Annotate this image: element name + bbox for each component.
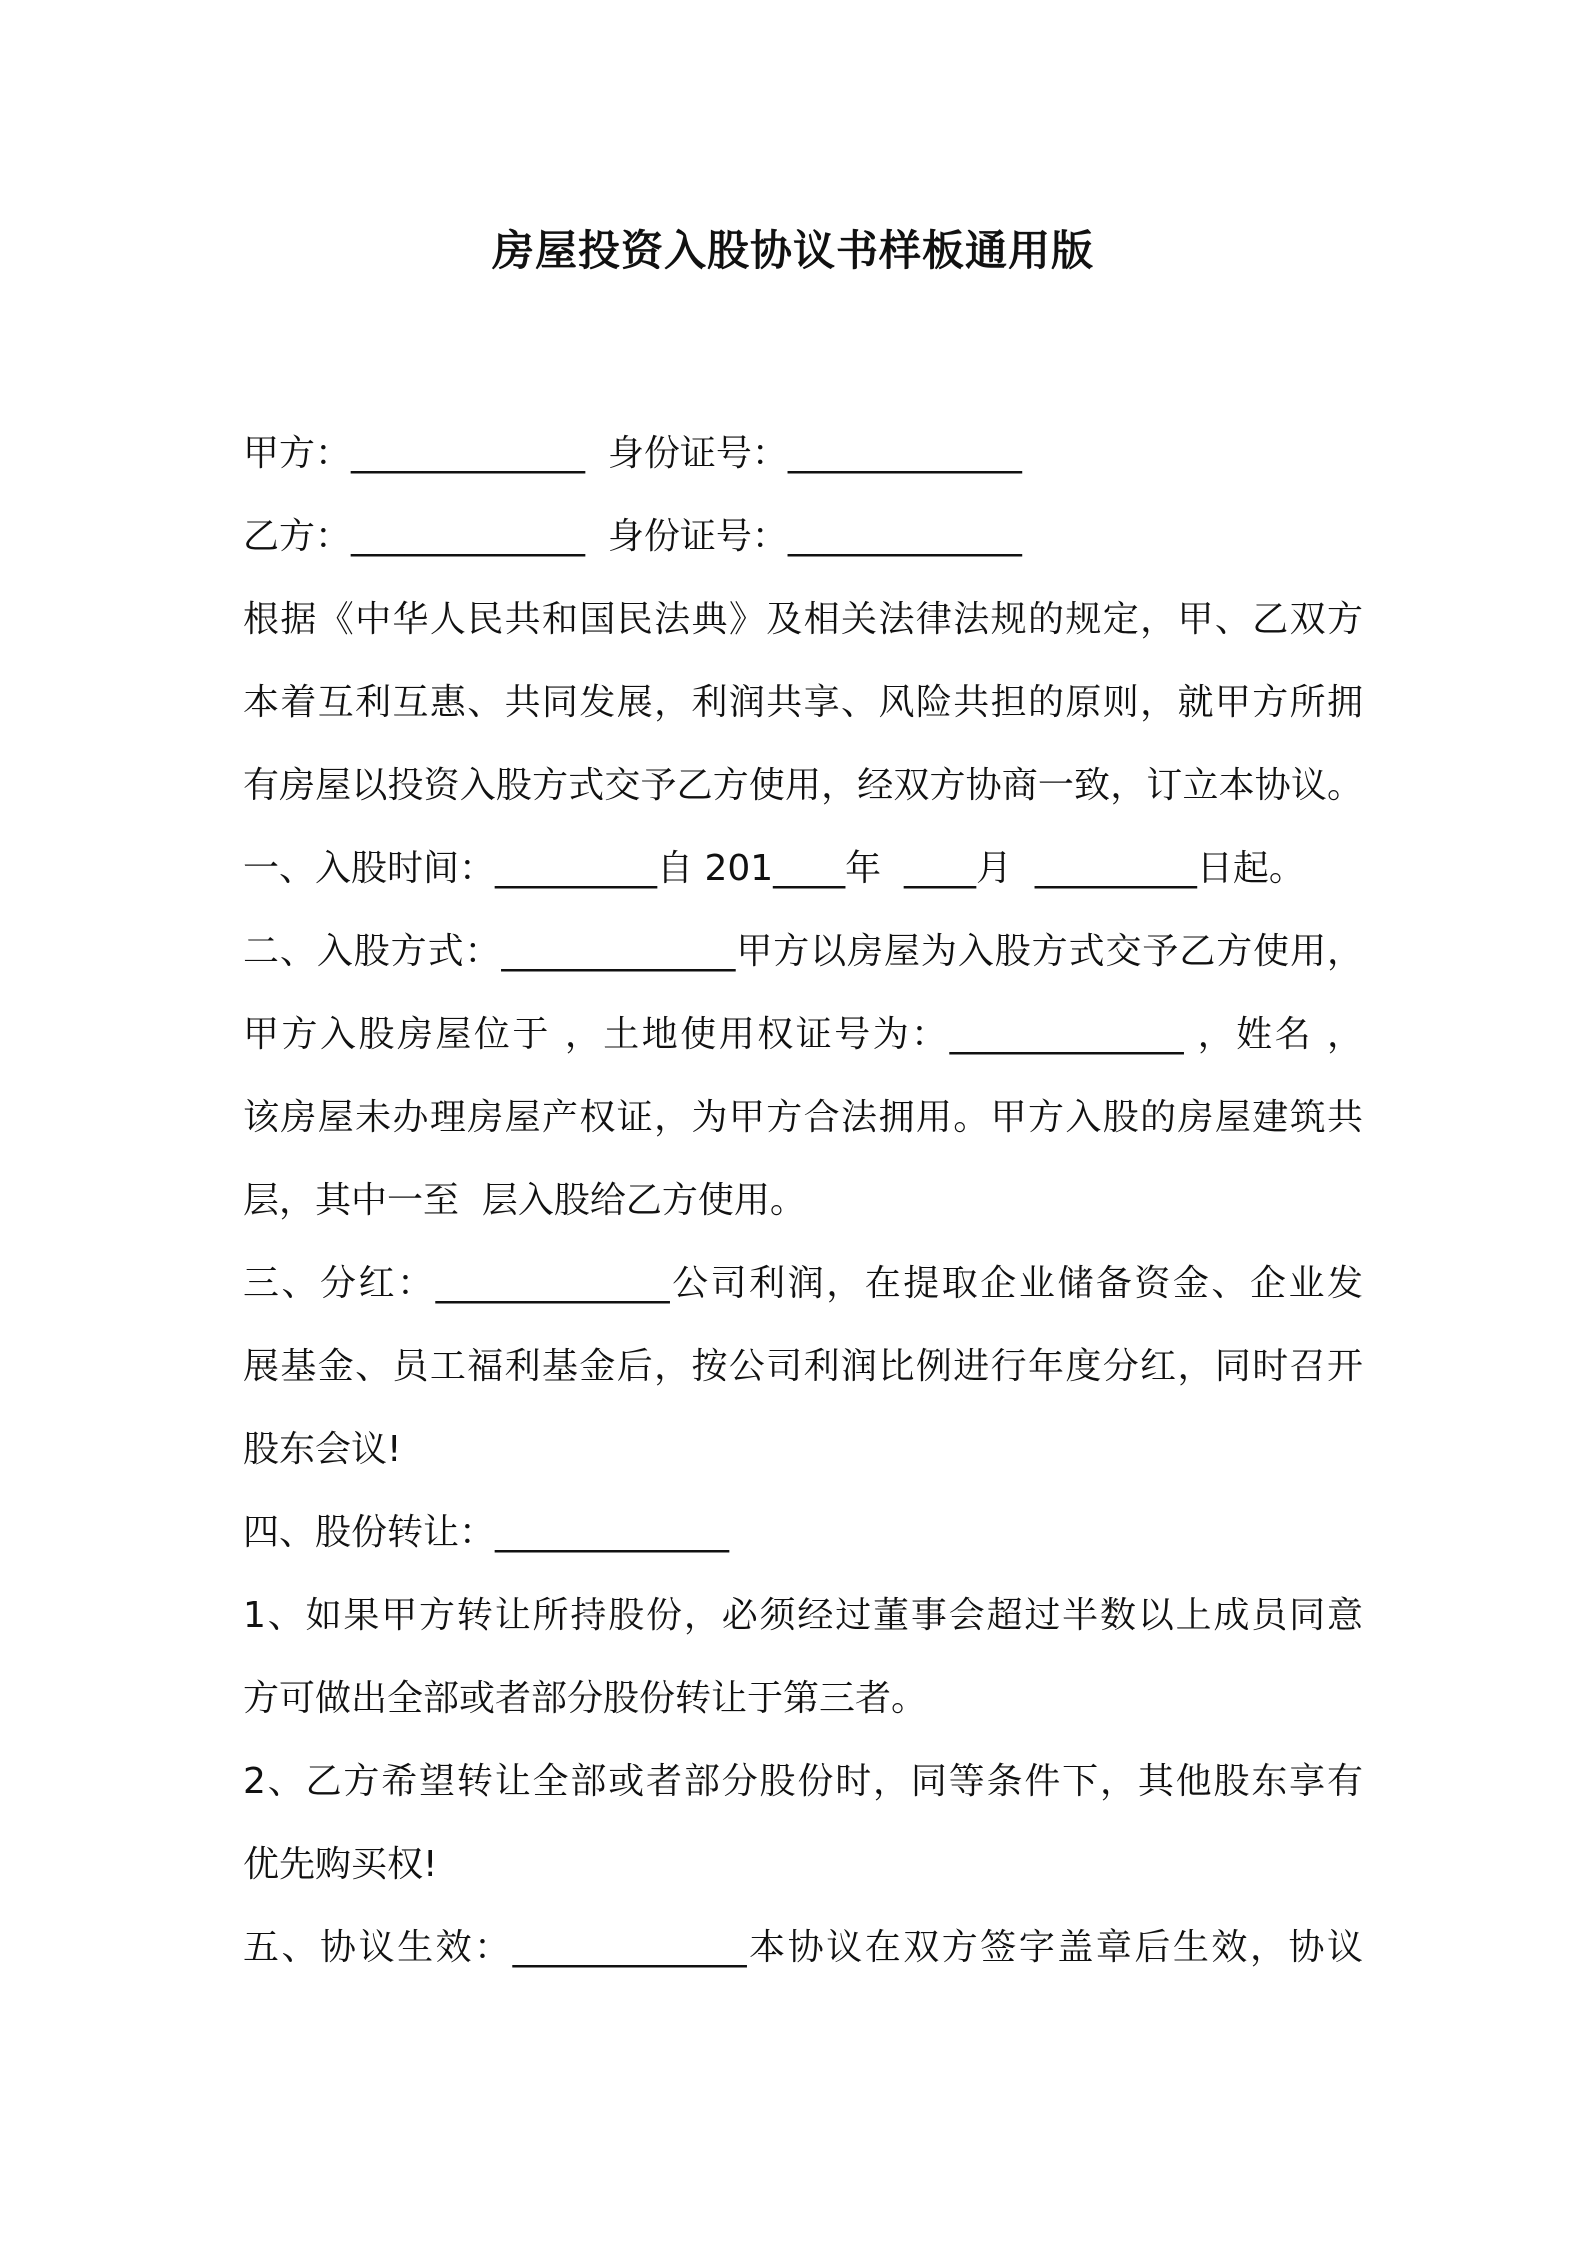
document-title: 房屋投资入股协议书样板通用版 [491,226,1094,275]
preamble-line-3: 有房屋以投资入股方式交予乙方使用，经双方协商一致，订立本协议。 [243,765,1363,806]
clause-2-line-4: 层，其中一至 层入股给乙方使用。 [243,1180,806,1221]
clause-1-line: 一、入股时间：_________自 201____年 ____月 _________日起。 [243,848,1305,889]
party-a-line: 甲方：_____________ 身份证号：_____________ [243,433,1022,474]
document-body [243,412,1363,1989]
preamble-line-2: 本着互利互惠、共同发展，利润共享、风险共担的原则，就甲方所拥 [243,682,1363,723]
clause-4-item-1-line-1: 1、如果甲方转让所持股份，必须经过董事会超过半数以上成员同意 [243,1595,1363,1636]
clause-4-item-2-line-2: 优先购买权! [243,1844,438,1885]
clause-2-line-2: 甲方入股房屋位于 ，土地使用权证号为：_____________ ，姓名 ， [243,1014,1363,1055]
clause-4-line: 四、股份转让：_____________ [243,1512,730,1553]
clause-2-line-1: 二、入股方式：_____________甲方以房屋为入股方式交予乙方使用， [243,931,1363,972]
clause-3-line-2: 展基金、员工福利基金后，按公司利润比例进行年度分红，同时召开 [243,1346,1363,1387]
preamble-line-1: 根据《中华人民共和国民法典》及相关法律法规的规定，甲、乙双方 [243,599,1363,640]
clause-3-line-1: 三、分红：_____________公司利润，在提取企业储备资金、企业发 [243,1263,1363,1304]
clause-4-item-2-line-1: 2、乙方希望转让全部或者部分股份时，同等条件下，其他股东享有 [243,1761,1363,1802]
party-b-line: 乙方：_____________ 身份证号：_____________ [243,516,1022,557]
clause-2-line-3: 该房屋未办理房屋产权证，为甲方合法拥用。甲方入股的房屋建筑共 [243,1097,1363,1138]
clause-3-line-3: 股东会议! [243,1429,402,1470]
clause-4-item-1-line-2: 方可做出全部或者部分股份转让于第三者。 [243,1678,928,1719]
clause-5-line: 五、协议生效：_____________本协议在双方签字盖章后生效，协议 [243,1927,1363,1968]
